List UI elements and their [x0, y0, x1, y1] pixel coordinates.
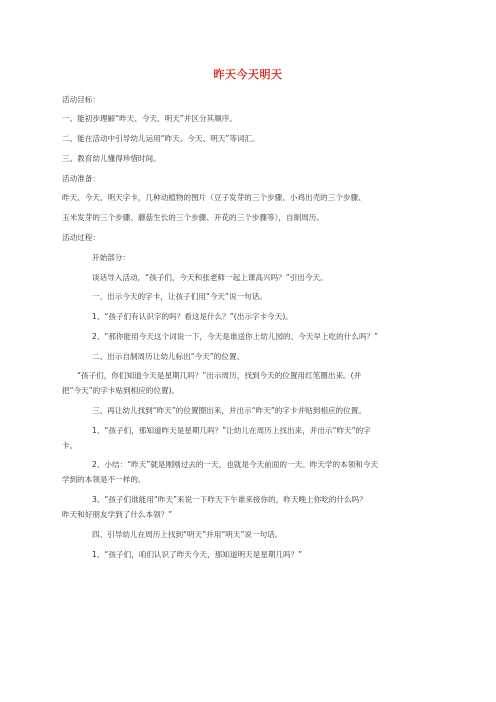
paragraph: 把“今天”的字卡贴到相应的位置)。 — [62, 386, 180, 395]
paragraph: 二、能在活动中引导幼儿运用“昨天、今天、明天”等词汇。 — [62, 134, 260, 143]
paragraph: 谈话导入活动，“孩子们，今天和张老师一起上课高兴吗？”引出今天。 — [92, 273, 328, 282]
paragraph: 3、“孩子们谁能用“昨天”来说一下昨天下午谁来接你的，昨天晚上你吃的什么吗？ — [92, 495, 367, 504]
section-heading-goals: 活动目标： — [62, 95, 100, 104]
paragraph: 1、“孩子们有认识字的吗？看这是什么？”(出示字卡今天)。 — [92, 312, 293, 321]
paragraph: 1、“孩子们，那知道昨天是星期几吗？”让幼儿在周历上找出来，并出示“昨天”的字 — [92, 426, 371, 435]
paragraph: 2、小结：“昨天”就是刚刚过去的一天，也就是今天前面的一天。昨天学的本领和今天 — [92, 460, 379, 469]
paragraph: 一、能初步理解“昨天、今天、明天”并区分其顺序。 — [62, 114, 237, 123]
paragraph: 1、“孩子们，咱们认识了昨天今天，那知道明天是星期几吗？” — [92, 550, 303, 559]
paragraph: 四、引导幼儿在周历上找到“明天”并用“明天”说一句话。 — [92, 530, 283, 539]
paragraph: 三、教育幼儿懂得珍惜时间。 — [62, 154, 161, 163]
paragraph: 一、出示今天的字卡，让孩子们用“今天”说一句话。 — [92, 292, 267, 301]
paragraph: 三、再让幼儿找到“昨天”的位置圈出来，并出示“昨天”的字卡并贴到相应的位置。 — [92, 406, 366, 415]
paragraph: 昨天和好朋友学到了什么本领？” — [62, 510, 173, 519]
section-heading-prep: 活动准备： — [62, 174, 100, 183]
paragraph: 开始部分： — [92, 253, 130, 262]
section-heading-process: 活动过程： — [62, 233, 100, 242]
paragraph: 学到的本领是不一样的。 — [62, 475, 146, 484]
paragraph: 2、“那你能用今天这个词说一下，今天是谁送你上幼儿园的、今天早上吃的什么吗？” — [92, 332, 379, 341]
paragraph: “孩子们，你们知道今天是星期几吗？”出示周历，找到今天的位置用红笔圈出来。(并 — [77, 371, 362, 380]
paragraph: 二、出示自制周历让幼儿标出“今天”的位置、 — [92, 352, 245, 361]
document-title: 昨天今天明天 — [213, 68, 283, 81]
paragraph: 玉米发芽的三个步骤、蘑菇生长的三个步骤、开花的三个步骤等），自制周历。 — [62, 213, 324, 222]
paragraph: 卡。 — [62, 441, 78, 450]
paragraph: 昨天、今天、明天字卡，几种动植物的图片（豆子发芽的三个步骤、小鸡出壳的三个步骤、 — [62, 193, 366, 202]
